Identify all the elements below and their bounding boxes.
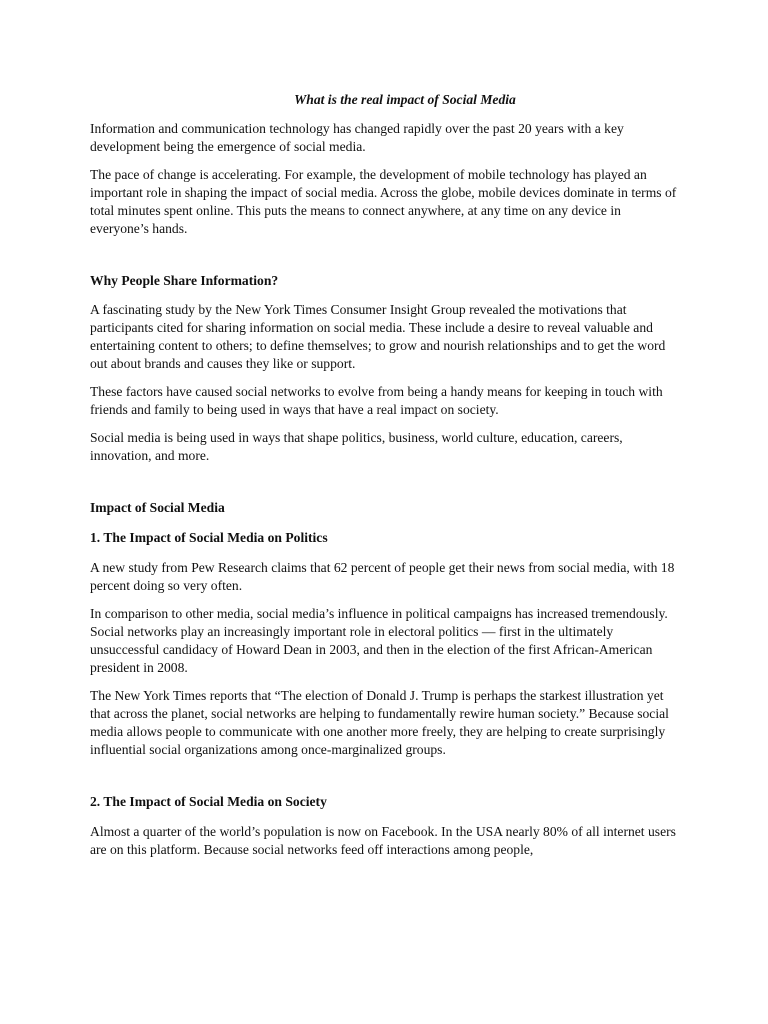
intro-paragraph-2: The pace of change is accelerating. For example, the development of mobile technology has played an important role in shaping the impact of social media. Across the globe, mobile devices dominate in terms of total minutes spent online. This puts the means to connect anywhere, at any time on any device in everyone’s hands. bbox=[90, 167, 677, 236]
section-heading-why-share: Why People Share Information? bbox=[90, 273, 279, 288]
why-paragraph-2: These factors have caused social networks to evolve from being a handy means for keeping in touch with friends and family to being used in ways that have a real impact on society. bbox=[90, 384, 663, 417]
section-heading-impact: Impact of Social Media bbox=[90, 500, 225, 515]
politics-paragraph-2: In comparison to other media, social media’s influence in political campaigns has increased tremendously. Social networks play an increasingly important role in electoral politics — first in the ultimately unsuccessful candidacy of Howard Dean in 2003, and then in the election of the first African-American president in 2008. bbox=[90, 606, 668, 675]
subsection-heading-politics: 1. The Impact of Social Media on Politics bbox=[90, 530, 328, 545]
intro-paragraph-1: Information and communication technology has changed rapidly over the past 20 years with a key development being the emergence of social media. bbox=[90, 121, 624, 154]
why-paragraph-3: Social media is being used in ways that shape politics, business, world culture, education, careers, innovation, and more. bbox=[90, 430, 623, 463]
document-title: What is the real impact of Social Media bbox=[294, 92, 516, 107]
politics-paragraph-3: The New York Times reports that “The election of Donald J. Trump is perhaps the starkest illustration yet that across the planet, social networks are helping to fundamentally rewire human society.” Because social media allows people to communicate with one another more freely, they are helping to create surprisingly influential social organizations among once-marginalized groups. bbox=[90, 688, 669, 757]
document-page bbox=[90, 91, 680, 869]
politics-paragraph-1: A new study from Pew Research claims that 62 percent of people get their news from social media, with 18 percent doing so very often. bbox=[90, 560, 675, 593]
society-paragraph-1: Almost a quarter of the world’s population is now on Facebook. In the USA nearly 80% of all internet users are on this platform. Because social networks feed off interactions among people, bbox=[90, 824, 676, 857]
why-paragraph-1: A fascinating study by the New York Times Consumer Insight Group revealed the motivations that participants cited for sharing information on social media. These include a desire to reveal valuable and entertaining content to others; to define themselves; to grow and nourish relationships and to get the word out about brands and causes they like or support. bbox=[90, 302, 666, 371]
subsection-heading-society: 2. The Impact of Social Media on Society bbox=[90, 794, 327, 809]
